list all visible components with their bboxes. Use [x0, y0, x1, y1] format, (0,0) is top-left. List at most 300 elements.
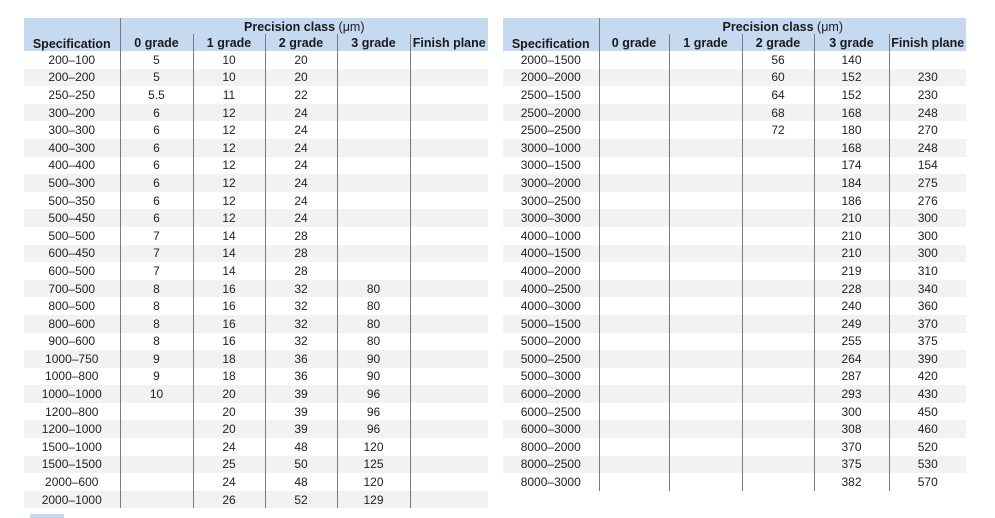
grade-1-cell	[669, 121, 742, 139]
grade-0-cell: 8	[120, 315, 193, 333]
finish-plane-cell: 530	[889, 456, 966, 474]
grade-2-cell: 28	[265, 245, 337, 263]
spec-cell: 8000–2500	[503, 456, 599, 474]
grade-1-cell: 14	[193, 245, 265, 263]
specification-header: Specification	[503, 18, 599, 51]
grade-1-cell: 24	[193, 438, 265, 456]
finish-plane-cell: 230	[889, 86, 966, 104]
precision-table-right	[503, 18, 966, 491]
spec-cell: 800–500	[24, 297, 120, 315]
grade-0-cell: 6	[120, 104, 193, 122]
grade-3-cell: 125	[337, 456, 410, 474]
finish-plane-cell	[410, 368, 488, 386]
table-row	[503, 420, 966, 438]
table-row	[24, 174, 488, 192]
table-row	[503, 157, 966, 175]
table-row	[24, 315, 488, 333]
table-row	[24, 438, 488, 456]
grade-2-cell	[742, 438, 814, 456]
grade-0-cell	[599, 51, 669, 69]
grade-2-cell: 39	[265, 385, 337, 403]
grade-3-cell: 168	[814, 104, 889, 122]
grade-0-cell: 8	[120, 280, 193, 298]
grade-2-cell	[742, 315, 814, 333]
grade-0-cell	[599, 192, 669, 210]
grade-0-cell: 6	[120, 192, 193, 210]
grade-1-cell: 16	[193, 333, 265, 351]
spec-cell: 2000–1000	[24, 491, 120, 509]
spec-cell: 250–250	[24, 86, 120, 104]
grade-2-cell	[742, 420, 814, 438]
finish-plane-cell: 300	[889, 209, 966, 227]
grade-2-cell: 24	[265, 192, 337, 210]
grade-0-cell	[599, 333, 669, 351]
grade-0-cell: 5	[120, 69, 193, 87]
finish-plane-cell	[410, 438, 488, 456]
grade-0-cell: 8	[120, 297, 193, 315]
finish-plane-cell: 570	[889, 473, 966, 491]
grade-3-cell: 264	[814, 350, 889, 368]
grade-3-cell: 168	[814, 139, 889, 157]
spec-cell: 5000–2000	[503, 333, 599, 351]
grade-2-cell	[742, 456, 814, 474]
grade-1-cell: 16	[193, 297, 265, 315]
spec-cell: 5000–3000	[503, 368, 599, 386]
table-row	[503, 139, 966, 157]
spec-cell: 4000–2500	[503, 280, 599, 298]
finish-plane-cell: 310	[889, 262, 966, 280]
grade-1-cell: 14	[193, 262, 265, 280]
finish-plane-cell	[889, 51, 966, 69]
spec-cell: 3000–2000	[503, 174, 599, 192]
grade-1-cell	[669, 192, 742, 210]
table-row	[503, 174, 966, 192]
finish-plane-cell	[410, 403, 488, 421]
grade-1-cell	[669, 297, 742, 315]
grade-1-cell	[669, 420, 742, 438]
grade-0-cell	[120, 403, 193, 421]
table-row	[503, 385, 966, 403]
table-row	[24, 51, 488, 69]
finish-plane-cell: 230	[889, 69, 966, 87]
corner-decoration	[30, 514, 64, 518]
grade-2-cell: 32	[265, 280, 337, 298]
grade-2-cell: 39	[265, 420, 337, 438]
spec-cell: 4000–1000	[503, 227, 599, 245]
table-row	[24, 192, 488, 210]
grade-3-cell: 186	[814, 192, 889, 210]
grade-1-cell	[669, 403, 742, 421]
table-row	[24, 368, 488, 386]
finish-plane-cell	[410, 491, 488, 509]
spec-cell: 200–200	[24, 69, 120, 87]
grade-1-cell	[669, 333, 742, 351]
grade-0-cell: 5.5	[120, 86, 193, 104]
grade-2-cell: 32	[265, 333, 337, 351]
grade-2-cell: 20	[265, 69, 337, 87]
grade-3-header: 3 grade	[337, 34, 410, 51]
table-row	[24, 333, 488, 351]
table-row	[24, 350, 488, 368]
spec-cell: 800–600	[24, 315, 120, 333]
spec-cell: 500–350	[24, 192, 120, 210]
finish-plane-cell	[410, 69, 488, 87]
grade-3-cell: 90	[337, 350, 410, 368]
precision-class-header	[599, 18, 966, 34]
grade-0-cell: 6	[120, 174, 193, 192]
grade-1-cell	[669, 227, 742, 245]
finish-plane-header: Finish plane	[410, 34, 488, 51]
grade-1-header: 1 grade	[193, 34, 265, 51]
grade-0-cell: 5	[120, 51, 193, 69]
grade-3-cell: 184	[814, 174, 889, 192]
grade-1-cell: 20	[193, 403, 265, 421]
table-body-right	[503, 51, 966, 491]
table-row	[503, 51, 966, 69]
grade-1-cell: 26	[193, 491, 265, 509]
grade-0-cell	[120, 438, 193, 456]
grade-1-cell: 20	[193, 385, 265, 403]
table-row	[503, 121, 966, 139]
table-row	[503, 280, 966, 298]
spec-cell: 6000–2000	[503, 385, 599, 403]
grade-2-cell: 32	[265, 315, 337, 333]
grade-0-cell	[599, 297, 669, 315]
grade-2-cell: 56	[742, 51, 814, 69]
spec-cell: 4000–3000	[503, 297, 599, 315]
grade-2-cell: 50	[265, 456, 337, 474]
grade-2-cell: 72	[742, 121, 814, 139]
table-row	[503, 209, 966, 227]
grade-1-cell	[669, 385, 742, 403]
spec-cell: 600–500	[24, 262, 120, 280]
grade-3-cell: 228	[814, 280, 889, 298]
spec-cell: 5000–2500	[503, 350, 599, 368]
grade-3-cell: 80	[337, 315, 410, 333]
finish-plane-cell: 420	[889, 368, 966, 386]
grade-3-cell: 180	[814, 121, 889, 139]
spec-cell: 2000–1500	[503, 51, 599, 69]
grade-3-cell	[337, 86, 410, 104]
grade-3-cell: 382	[814, 473, 889, 491]
table-row	[24, 209, 488, 227]
table-row	[503, 245, 966, 263]
grade-2-cell: 32	[265, 297, 337, 315]
table-row	[503, 403, 966, 421]
finish-plane-cell: 390	[889, 350, 966, 368]
spec-cell: 700–500	[24, 280, 120, 298]
grade-1-cell: 16	[193, 315, 265, 333]
spec-cell: 1000–750	[24, 350, 120, 368]
grade-3-cell: 308	[814, 420, 889, 438]
grade-0-cell: 7	[120, 245, 193, 263]
grade-2-cell	[742, 262, 814, 280]
grade-1-cell	[669, 86, 742, 104]
grade-2-cell: 39	[265, 403, 337, 421]
finish-plane-cell: 375	[889, 333, 966, 351]
precision-class-header	[120, 18, 488, 34]
finish-plane-cell: 248	[889, 139, 966, 157]
grade-3-cell: 287	[814, 368, 889, 386]
grade-1-cell: 20	[193, 420, 265, 438]
grade-0-cell	[599, 438, 669, 456]
table-row	[24, 262, 488, 280]
finish-plane-cell	[410, 473, 488, 491]
grade-3-cell: 120	[337, 473, 410, 491]
table-row	[503, 456, 966, 474]
grade-0-cell	[599, 104, 669, 122]
spec-cell: 6000–3000	[503, 420, 599, 438]
spec-cell: 2000–2000	[503, 69, 599, 87]
grade-2-cell	[742, 385, 814, 403]
table-body-left	[24, 51, 488, 508]
grade-3-cell: 210	[814, 245, 889, 263]
grade-3-header: 3 grade	[814, 34, 889, 51]
grade-1-cell	[669, 280, 742, 298]
grade-0-cell	[120, 473, 193, 491]
table-row	[24, 121, 488, 139]
table-row	[24, 86, 488, 104]
grade-2-cell	[742, 280, 814, 298]
grade-1-header: 1 grade	[669, 34, 742, 51]
grade-2-cell	[742, 333, 814, 351]
table-row	[24, 280, 488, 298]
finish-plane-cell	[410, 280, 488, 298]
spec-cell: 8000–2000	[503, 438, 599, 456]
grade-1-cell	[669, 350, 742, 368]
finish-plane-cell	[410, 51, 488, 69]
finish-plane-cell	[410, 86, 488, 104]
grade-2-cell: 24	[265, 157, 337, 175]
grade-2-cell: 52	[265, 491, 337, 509]
grade-2-cell	[742, 157, 814, 175]
finish-plane-cell: 270	[889, 121, 966, 139]
spec-cell: 400–400	[24, 157, 120, 175]
spec-cell: 2000–600	[24, 473, 120, 491]
grade-2-cell: 48	[265, 473, 337, 491]
table-row	[24, 69, 488, 87]
spec-cell: 3000–1500	[503, 157, 599, 175]
grade-2-cell	[742, 403, 814, 421]
grade-1-cell: 12	[193, 192, 265, 210]
grade-1-cell	[669, 368, 742, 386]
grade-3-cell	[337, 192, 410, 210]
table-row	[503, 297, 966, 315]
grade-1-cell: 11	[193, 86, 265, 104]
finish-plane-cell	[410, 350, 488, 368]
grade-0-cell: 6	[120, 209, 193, 227]
specification-header: Specification	[24, 18, 120, 51]
spec-cell: 1000–1000	[24, 385, 120, 403]
grade-0-cell	[599, 420, 669, 438]
grade-1-cell: 10	[193, 69, 265, 87]
grade-1-cell	[669, 157, 742, 175]
table-row	[503, 262, 966, 280]
grade-3-cell: 210	[814, 227, 889, 245]
grade-2-cell	[742, 245, 814, 263]
grade-3-cell	[337, 51, 410, 69]
table-row	[503, 69, 966, 87]
table-row	[24, 473, 488, 491]
grade-1-cell: 14	[193, 227, 265, 245]
spec-cell: 3000–3000	[503, 209, 599, 227]
grade-3-cell: 80	[337, 333, 410, 351]
finish-plane-cell: 360	[889, 297, 966, 315]
table-row	[503, 438, 966, 456]
grade-0-cell	[599, 121, 669, 139]
finish-plane-cell	[410, 157, 488, 175]
grade-2-cell: 24	[265, 209, 337, 227]
grade-0-cell: 6	[120, 157, 193, 175]
grade-2-cell: 64	[742, 86, 814, 104]
table-row	[24, 297, 488, 315]
finish-plane-cell	[410, 262, 488, 280]
grade-1-cell	[669, 51, 742, 69]
table-row	[24, 403, 488, 421]
grade-0-cell	[599, 209, 669, 227]
grade-0-cell	[120, 456, 193, 474]
table-row	[503, 350, 966, 368]
grade-1-cell	[669, 245, 742, 263]
finish-plane-cell: 154	[889, 157, 966, 175]
table-row	[503, 315, 966, 333]
finish-plane-cell: 275	[889, 174, 966, 192]
grade-3-cell	[337, 104, 410, 122]
spec-cell: 3000–1000	[503, 139, 599, 157]
table-row	[503, 86, 966, 104]
grade-1-cell	[669, 139, 742, 157]
grade-0-cell	[599, 368, 669, 386]
grade-1-cell	[669, 438, 742, 456]
grade-3-cell: 255	[814, 333, 889, 351]
grade-0-cell: 10	[120, 385, 193, 403]
grade-3-cell: 96	[337, 385, 410, 403]
grade-2-cell	[742, 368, 814, 386]
finish-plane-cell	[410, 227, 488, 245]
precision-unit: (μm)	[338, 20, 365, 34]
finish-plane-cell: 340	[889, 280, 966, 298]
grade-1-cell: 12	[193, 139, 265, 157]
grade-2-cell	[742, 227, 814, 245]
grade-1-cell	[669, 209, 742, 227]
precision-class-label: Precision class	[244, 20, 336, 34]
grade-2-header: 2 grade	[265, 34, 337, 51]
grade-2-cell: 24	[265, 104, 337, 122]
grade-3-cell: 210	[814, 209, 889, 227]
grade-2-cell: 24	[265, 121, 337, 139]
spec-cell: 1000–800	[24, 368, 120, 386]
grade-3-cell: 293	[814, 385, 889, 403]
grade-0-cell	[599, 245, 669, 263]
finish-plane-cell	[410, 297, 488, 315]
table-row	[24, 227, 488, 245]
finish-plane-cell	[410, 192, 488, 210]
table-row	[24, 139, 488, 157]
spec-cell: 4000–2000	[503, 262, 599, 280]
spec-cell: 1200–800	[24, 403, 120, 421]
spec-cell: 200–100	[24, 51, 120, 69]
grade-2-cell: 24	[265, 139, 337, 157]
grade-0-cell	[120, 420, 193, 438]
table-row	[24, 491, 488, 509]
grade-2-cell	[742, 139, 814, 157]
grade-3-cell: 80	[337, 280, 410, 298]
grade-2-cell: 20	[265, 51, 337, 69]
grade-0-cell	[599, 262, 669, 280]
spec-cell: 500–500	[24, 227, 120, 245]
finish-plane-cell	[410, 209, 488, 227]
spec-cell: 600–450	[24, 245, 120, 263]
precision-table-left	[24, 18, 488, 508]
finish-plane-cell: 430	[889, 385, 966, 403]
finish-plane-cell: 370	[889, 315, 966, 333]
table-row	[24, 420, 488, 438]
grade-1-cell: 12	[193, 157, 265, 175]
grade-3-cell: 152	[814, 69, 889, 87]
finish-plane-cell: 460	[889, 420, 966, 438]
grade-0-header: 0 grade	[120, 34, 193, 51]
table-row	[24, 385, 488, 403]
grade-3-cell: 129	[337, 491, 410, 509]
grade-2-cell: 36	[265, 368, 337, 386]
spec-cell: 2500–1500	[503, 86, 599, 104]
grade-1-cell: 10	[193, 51, 265, 69]
spec-cell: 500–450	[24, 209, 120, 227]
finish-plane-cell: 276	[889, 192, 966, 210]
spec-cell: 4000–1500	[503, 245, 599, 263]
table-row	[503, 333, 966, 351]
grade-1-cell	[669, 104, 742, 122]
spec-cell: 1200–1000	[24, 420, 120, 438]
grade-3-cell	[337, 69, 410, 87]
table-row	[24, 245, 488, 263]
grade-0-cell: 6	[120, 121, 193, 139]
spec-cell: 2500–2500	[503, 121, 599, 139]
grade-0-cell	[599, 69, 669, 87]
grade-3-cell: 96	[337, 420, 410, 438]
grade-3-cell: 240	[814, 297, 889, 315]
grade-1-cell	[669, 315, 742, 333]
spec-cell: 8000–3000	[503, 473, 599, 491]
grade-3-cell: 375	[814, 456, 889, 474]
grade-3-cell	[337, 209, 410, 227]
spec-cell: 1500–1000	[24, 438, 120, 456]
grade-0-cell	[599, 139, 669, 157]
table-row	[24, 157, 488, 175]
finish-plane-cell: 520	[889, 438, 966, 456]
grade-0-cell: 9	[120, 368, 193, 386]
grade-0-cell	[599, 385, 669, 403]
grade-1-cell: 12	[193, 121, 265, 139]
finish-plane-header: Finish plane	[889, 34, 966, 51]
spec-cell: 300–300	[24, 121, 120, 139]
grade-3-cell: 174	[814, 157, 889, 175]
finish-plane-cell	[410, 245, 488, 263]
grade-0-cell	[599, 174, 669, 192]
grade-0-cell: 9	[120, 350, 193, 368]
grade-1-cell	[669, 69, 742, 87]
grade-0-header: 0 grade	[599, 34, 669, 51]
grade-3-cell: 300	[814, 403, 889, 421]
grade-2-header: 2 grade	[742, 34, 814, 51]
grade-2-cell	[742, 209, 814, 227]
grade-0-cell	[599, 456, 669, 474]
spec-cell: 400–300	[24, 139, 120, 157]
grade-3-cell: 249	[814, 315, 889, 333]
finish-plane-cell	[410, 420, 488, 438]
grade-2-cell: 68	[742, 104, 814, 122]
grade-3-cell	[337, 227, 410, 245]
